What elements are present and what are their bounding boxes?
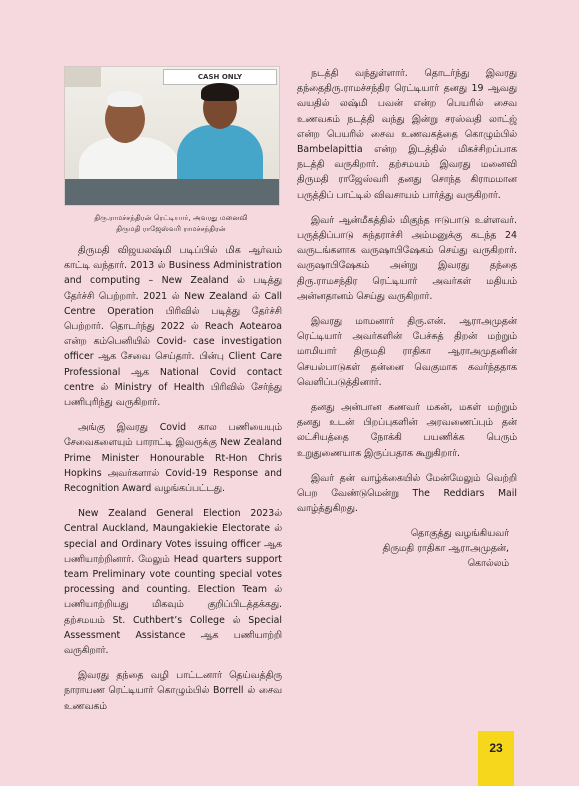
caption-line-2: திருமதி ராஜேஸ்வரி ராமச்சந்திரன்	[116, 224, 226, 233]
photo-caption	[64, 212, 278, 234]
page-number: 23	[489, 741, 503, 755]
paragraph-restaurant: நடத்தி வந்துள்ளார். தொடர்ந்து இவரது தந்தைதிரு.ராமச்சந்திர ரெட்டியார் தனது 19 ஆவது வயதில் லஷ்மி பவன் என்ற பெயரில் சைவ உணவகம் நடத்தி வந்து இன்று சரஸ்வதி லாட்ஜ் என்ற பெயரில் சைவ உணவகத்தை கொழும்பில் Bambelapittia என்ற இடத்தில் மிகச்சிறப்பாக நடத்தி வருகிறார். தற்சமயம் இவரது மனைவி திருமதி ராஜேஸ்வரி தனது சொந்த கிராமமான பருத்திப் பாட்டில் விவசாயம் பார்த்து வருகிறார்.	[297, 68, 517, 201]
paragraph-wishes: இவர் தன் வாழ்க்கையில் மேன்மேலும் வெற்றி பெற வேண்டுமென்று The Reddiars Mail வாழ்த்துகிறது.	[297, 472, 517, 515]
paragraph-family-history: இவரது தந்தை வழி பாட்டனார் தெய்வத்திரு நாராயண ரெட்டியார் கொழும்பில் Borrell ல் சைவ உணவகம்	[64, 670, 282, 712]
signature-line-1: தொகுத்து வழங்கியவர்	[410, 528, 509, 540]
page-number-tab	[478, 731, 514, 786]
photo-sign: CASH ONLY	[163, 69, 277, 85]
paragraph-award: அங்கு இவரது Covid கால பணியையும் சேவைகளையும் பாராட்டி இவருக்கு New Zealand Prime Minister Honourable Rt-Hon Chris Hopkins அவர்களால் Covid-19 Response and Recognition Award வழங்கப்பட்டது.	[64, 422, 282, 495]
right-column	[297, 66, 517, 571]
caption-line-1: திரு.ராமச்சந்திரன் ரெட்டியார், அவரது மனைவி	[94, 213, 248, 222]
paragraph-spirituality: இவர் ஆன்மீகத்தில் மிகுந்த ஈடுபாடு உள்ளவர். பருத்திப்பாடு சுந்தராச்சி அம்மனுக்கு கடந்த 24 வருடங்களாக வருஷாபிஷேகம் செய்து வருகிறார். வருஷாபிஷேகம் அன்று இவரது தந்தை திரு.ராமசந்திர ரெட்டியார் அவர்கள் மதியம் அன்னதானம் செய்து வருகிறார்.	[297, 214, 517, 302]
paragraph-education: திருமதி விஜயலஷ்மி படிப்பில் மிக ஆர்வம் காட்டி வந்தார். 2013 ல் Business Administration and computing – New Zealand ல் படித்து தேர்ச்சி பெற்றார். 2021 ல் New Zealand ல் Call Centre Operation பிரிவில் படித்து தேர்ச்சி பெற்றார். தொடர்ந்து 2022 ல் Reach Aotearoa என்ற கம்பெனியில் Covid- case investigation officer ஆக சேவை செய்தார். பின்பு Client Care Professional ஆக National Covid contact centre ல் Ministry of Health பிரிவில் சேர்ந்து பணிபுரிந்து வருகிறார்.	[64, 245, 282, 409]
signature-line-3: கொல்லம்	[467, 558, 509, 570]
paragraph-in-laws: இவரது மாமனார் திரு.என். ஆராஅமுதன் ரெட்டியார் அவர்களின் பேச்சுத் திறன் மற்றும் மாமியார் திருமதி ராதிகா ஆராஅமுதனின் செயல்பாடுகள் தன்னை வெகுமாக கவர்ந்ததாக வெளிப்படுத்தினார்.	[297, 316, 517, 388]
left-column	[64, 66, 282, 724]
paragraph-family-support: தனது அன்பான கணவர் மகன், மகள் மற்றும் தனது உடன் பிறப்புகளின் அரவணைப்பும் தன் லட்சியத்தை நோக்கி பயணிக்க பெரும் உறுதுணையாக இருப்பதாக கூறுகிறார்.	[297, 402, 517, 459]
photo-couple	[64, 66, 280, 206]
paragraph-election: New Zealand General Election 2023ல் Central Auckland, Maungakiekie Electorate ல் special and Ordinary Votes issuing officer ஆக பணியாற்றினார். மேலும் Head quarters support team Preliminary vote counting special votes processing and counting. Election Team ல் பணியாற்றியது மிகவும் குறிப்பிடத்தக்கது. தற்சமயம் St. Cuthbert’s College ல் Special Assessment Assistance ஆக பணியாற்றி வருகிறார்.	[64, 508, 282, 657]
signature-line-2: திருமதி ராதிகா ஆராஅமுதன்,	[382, 543, 509, 555]
author-signature	[297, 526, 517, 571]
